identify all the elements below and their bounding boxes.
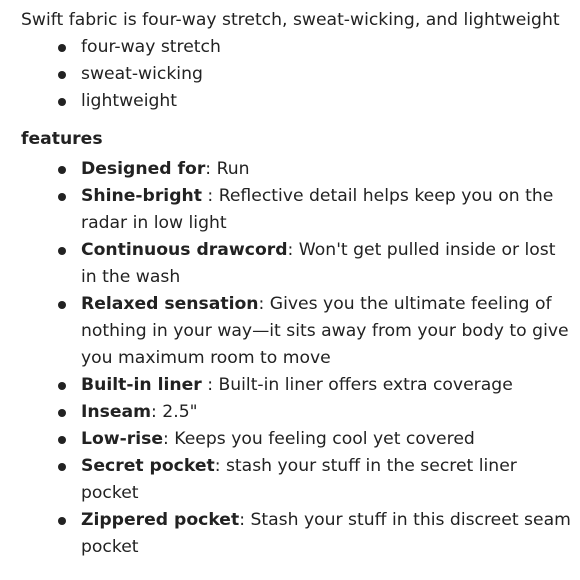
list-item: lightweight [58,88,573,115]
feature-text: Gives you the ultimate feeling of nothing in your way—it sits away from your body to give you maximum room to move [81,294,569,368]
feature-term: Relaxed sensation [81,294,259,314]
feature-term: Continuous drawcord [81,240,288,260]
feature-item [58,426,573,453]
feature-separator: : [205,159,217,179]
feature-item [58,237,573,291]
feature-separator: : [214,456,226,476]
feature-text: Reflective detail helps keep you on the radar in low light [81,186,554,233]
feature-term: Shine-bright [81,186,202,206]
features-heading: features [21,129,103,149]
feature-separator: : [258,294,270,314]
feature-text: stash your stuff in the secret liner pocket [81,456,517,503]
feature-text: Won't get pulled inside or lost in the wash [81,240,556,287]
feature-item [58,291,573,372]
feature-term: Zippered pocket [81,510,240,530]
feature-term: Secret pocket [81,456,215,476]
feature-term: Designed for [81,159,206,179]
feature-term: Low-rise [81,429,164,449]
feature-item [58,453,573,507]
feature-separator: : [151,402,163,422]
feature-term: Built-in liner [81,375,202,395]
list-item: four-way stretch [58,34,573,61]
fabric-bullets [21,34,573,115]
fabric-intro: Swift fabric is four-way stretch, sweat-wicking, and lightweight [21,10,560,30]
feature-text: Run [216,159,250,179]
feature-separator: : [287,240,299,260]
feature-separator: : [201,186,219,206]
feature-text: Built-in liner offers extra coverage [218,375,513,395]
feature-separator: : [239,510,251,530]
feature-separator: : [201,375,219,395]
feature-separator: : [163,429,175,449]
feature-text: 2.5" [162,402,198,422]
feature-item [58,507,573,561]
feature-text: Keeps you feeling cool yet covered [174,429,475,449]
feature-item [58,372,573,399]
features-list [21,156,573,561]
product-description [21,7,573,561]
feature-term: Inseam [81,402,152,422]
feature-item [58,156,573,183]
list-item: sweat-wicking [58,61,573,88]
feature-text: Stash your stuff in this discreet seam pocket [81,510,571,557]
feature-item [58,183,573,237]
feature-item [58,399,573,426]
